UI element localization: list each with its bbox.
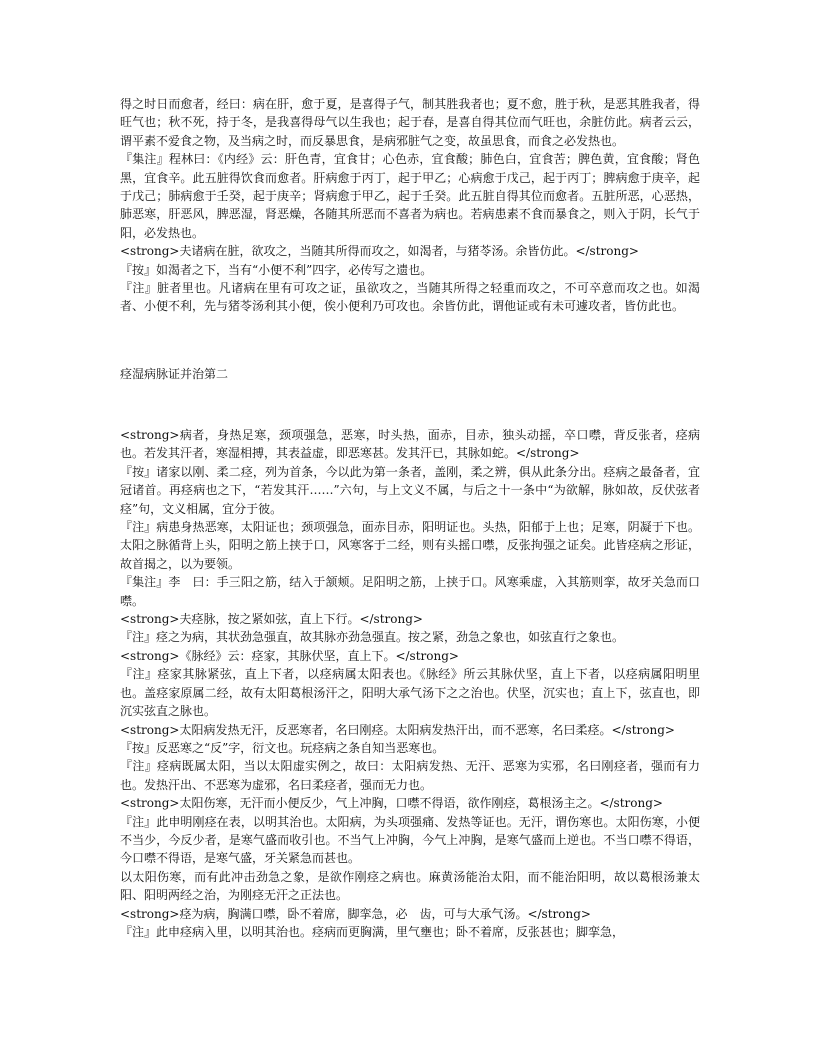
paragraph: <strong>夫诸病在脏，欲攻之，当随其所得而攻之，如渴者，与猪苓汤。余皆仿此。</strong> xyxy=(120,244,639,259)
paragraph: 『按』反恶寒之“反”字，衍文也。玩痉病之条自知当恶寒也。 xyxy=(120,740,445,755)
paragraph: <strong>太阳病发热无汗，反恶寒者，名曰刚痉。太阳病发热汗出，而不恶寒，名曰柔痉。</strong> xyxy=(120,722,675,737)
paragraph: 『集注』程林曰：《内经》云：肝色青，宜食甘；心色赤，宜食酸；肺色白，宜食苦；脾色黄，宜食酸；肾色黑，宜食辛。此五脏得饮食而愈者。肝病愈于丙丁，起于甲乙；心病愈于戊己，起于丙丁；脾病愈于庚辛，起于戊己；肺病愈于壬癸，起于庚辛；肾病愈于甲乙，起于壬癸。此五脏自得其位而愈者。五脏所恶，心恶热，肺恶寒，肝恶风，脾恶湿，肾恶燥，各随其所恶而不喜者为病也。若病患素不食而暴食之，则入于阴，长气于阳，必发热也。 xyxy=(120,152,700,240)
paragraph: 『按』如渴者之下，当有“小便不利”四字，必传写之遗也。 xyxy=(120,262,433,277)
text-block-upper xyxy=(120,95,700,316)
paragraph: 『注』此申痉病入里，以明其治也。痉病而更胸满，里气壅也；卧不着席，反张甚也；脚挛急， xyxy=(120,924,625,939)
text-block-lower xyxy=(120,426,700,941)
paragraph: 得之时日而愈者，经曰：病在肝，愈于夏，是喜得子气，制其胜我者也；夏不愈，胜于秋，是恶其胜我者，得旺气也；秋不死，持于冬，是我喜得母气以生我也；起于春，是喜自得其位而气旺也，余脏仿此。病者云云，谓平素不爱食之物，及当病之时，而反暴思食，是病邪脏气之变，故虽思食，而食之必发热也。 xyxy=(120,97,700,148)
paragraph: <strong>太阳伤寒，无汗而小便反少，气上冲胸，口噤不得语，欲作刚痉，葛根汤主之。</strong> xyxy=(120,796,663,811)
section-heading: 痉湿病脉证并治第二 xyxy=(120,367,229,381)
paragraph: 『注』痉家其脉紧弦，直上下者，以痉病属太阳表也。《脉经》所云其脉伏坚，直上下者，以痉病属阳明里也。盖痉家原属二经，故有太阳葛根汤汗之，阳明大承气汤下之之治也。伏坚，沉实也；直上下，弦直也，即沉实弦直之脉也。 xyxy=(120,667,700,719)
paragraph: <strong>病者，身热足寒，颈项强急，恶寒，时头热，面赤，目赤，独头动摇，卒口噤，背反张者，痉病也。若发其汗者，寒湿相搏，其表益虚，即恶寒甚。发其汗已，其脉如蛇。</strong> xyxy=(120,428,700,461)
paragraph: <strong>夫痉脉，按之紧如弦，直上下行。</strong> xyxy=(120,612,423,627)
paragraph: 『注』痉之为病，其状劲急强直，故其脉亦劲急强直。按之紧，劲急之象也，如弦直行之象也。 xyxy=(120,630,625,645)
paragraph: 『集注』李 曰：手三阳之筋，结入于颔颊。足阳明之筋，上挟于口。风寒乘虚，入其筋则挛，故牙关急而口噤。 xyxy=(120,575,700,608)
paragraph: 『注』痉病既属太阳，当以太阳虚实例之，故曰：太阳病发热、无汗、恶寒为实邪，名曰刚痉者，强而有力也。发热汗出、不恶寒为虚邪，名曰柔痉者，强而无力也。 xyxy=(120,759,700,792)
paragraph: 以太阳伤寒，而有此冲击劲急之象，是欲作刚痉之病也。麻黄汤能治太阳，而不能治阳明，故以葛根汤兼太阳、阳明两经之治，为刚痉无汗之正法也。 xyxy=(120,869,700,903)
paragraph: 『注』脏者里也。凡诸病在里有可攻之证，虽欲攻之，当随其所得之轻重而攻之，不可卒意而攻之也。如渴者、小便不利，先与猪苓汤利其小便，俟小便利乃可攻也。余皆仿此，谓他证或有未可遽攻者，皆仿此也。 xyxy=(120,281,700,314)
paragraph: 『注』病患身热恶寒，太阳证也；颈项强急，面赤目赤，阳明证也。头热，阳郁于上也；足寒，阴凝于下也。太阳之脉循背上头，阳明之筋上挟于口，风寒客于二经，则有头摇口噤，反张拘强之证矣。此皆痉病之形证，故首揭之，以为要领。 xyxy=(120,520,700,571)
paragraph: <strong>痉为病，胸满口噤，卧不着席，脚挛急，必 齿，可与大承气汤。</strong> xyxy=(120,906,591,921)
paragraph: 『按』诸家以刚、柔二痉，列为首条，今以此为第一条者，盖刚，柔之辨，俱从此条分出。痉病之最备者，宜冠诸首。再痉病也之下，“若发其汗……”六句，与上文义不属，与后之十一条中“为欲解，脉如故，反伏弦者痉”句，文义相属，宜分于彼。 xyxy=(120,464,700,516)
paragraph: 『注』此申明刚痉在表，以明其治也。太阳病，为头项强痛、发热等证也。无汗，谓伤寒也。太阳伤寒，小便不当少，今反少者，是寒气盛而收引也。不当气上冲胸，今气上冲胸，是寒气盛而上逆也。不当口噤不得语，今口噤不得语，是寒气盛，牙关紧急而甚也。 xyxy=(120,814,700,866)
paragraph: <strong>《脉经》云：痉家，其脉伏坚，直上下。</strong> xyxy=(120,648,459,663)
